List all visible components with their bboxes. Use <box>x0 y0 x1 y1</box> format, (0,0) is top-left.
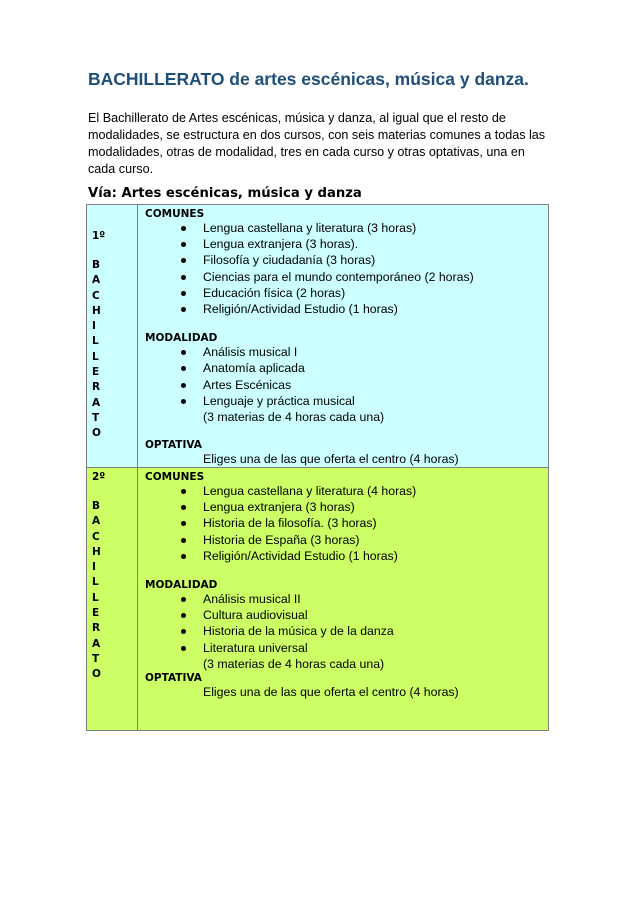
bullet-icon <box>181 258 186 263</box>
letter: E <box>92 607 100 620</box>
year-label-cell <box>87 468 138 731</box>
year-label: 2º <box>92 471 106 483</box>
list-item <box>138 236 548 252</box>
letter: R <box>92 622 101 635</box>
list-item <box>138 285 548 301</box>
subject: Religión/Actividad Estudio (1 horas) <box>203 548 398 563</box>
list-item <box>138 515 548 531</box>
subject: Literatura universal <box>203 640 308 655</box>
letter: I <box>92 561 96 574</box>
bullet-icon <box>181 242 186 247</box>
list-item <box>138 591 548 607</box>
subject: Cultura audiovisual <box>203 608 308 623</box>
subject: Religión/Actividad Estudio (1 horas) <box>203 301 398 316</box>
modalidad-note: (3 materias de 4 horas cada una) <box>203 656 385 671</box>
letter: H <box>92 304 101 317</box>
letter: O <box>92 668 101 681</box>
bullet-icon <box>181 291 186 296</box>
list-item <box>138 483 548 499</box>
bullet-icon <box>181 629 186 634</box>
year-row-2 <box>87 468 549 731</box>
subject: Lengua castellana y literatura (4 horas) <box>203 484 417 498</box>
letter: A <box>92 396 101 409</box>
modalidad-list <box>138 591 548 656</box>
bullet-icon <box>181 275 186 280</box>
bullet-icon <box>181 399 186 404</box>
optativa-label: OPTATIVA <box>145 671 202 684</box>
list-item <box>138 360 548 376</box>
modalidad-note: (3 materias de 4 horas cada una) <box>203 409 385 424</box>
comunes-list <box>138 483 548 564</box>
list-item <box>138 548 548 564</box>
bullet-icon <box>181 521 186 526</box>
subject: Ciencias para el mundo contemporáneo (2 horas) <box>203 269 474 284</box>
letter: H <box>92 545 101 558</box>
subject: Historia de la música y de la danza <box>203 624 394 639</box>
letter: L <box>92 576 99 589</box>
bullet-icon <box>181 350 186 355</box>
bullet-icon <box>181 538 186 543</box>
subject: Artes Escénicas <box>203 377 292 392</box>
bullet-icon <box>181 366 186 371</box>
list-item <box>138 344 548 360</box>
letter: C <box>92 289 100 302</box>
list-item <box>138 640 548 656</box>
letter: T <box>92 411 100 424</box>
subject: Análisis musical I <box>203 345 298 360</box>
bullet-icon <box>181 597 186 602</box>
bullet-icon <box>181 489 186 494</box>
letter: E <box>92 366 100 379</box>
subjects-cell <box>138 205 549 468</box>
subject: Lengua castellana y literatura (3 horas) <box>203 221 417 235</box>
list-item <box>138 607 548 623</box>
letter: B <box>92 500 101 512</box>
comunes-list <box>138 220 548 317</box>
comunes-label: COMUNES <box>145 208 205 220</box>
list-item <box>138 532 548 548</box>
letter: A <box>92 637 101 650</box>
via-heading: Vía: Artes escénicas, música y danza <box>88 186 362 201</box>
bullet-icon <box>181 646 186 651</box>
modalidad-label: MODALIDAD <box>145 332 218 345</box>
letter: T <box>92 652 100 665</box>
bachillerato-letters <box>87 258 137 442</box>
list-item <box>138 377 548 393</box>
letter: B <box>92 259 101 271</box>
subjects-cell <box>138 468 549 731</box>
subject: Historia de la filosofía. (3 horas) <box>203 516 377 531</box>
year-label-cell <box>87 205 138 468</box>
document-title: BACHILLERATO de artes escénicas, música y danza. <box>88 69 529 89</box>
letter: A <box>92 274 101 287</box>
bachillerato-letters <box>87 499 137 683</box>
subject: Historia de España (3 horas) <box>203 532 360 547</box>
letter: L <box>92 350 99 363</box>
bullet-icon <box>181 505 186 510</box>
letter: O <box>92 427 101 440</box>
comunes-label: COMUNES <box>145 471 205 483</box>
curriculum-table <box>86 204 549 731</box>
bullet-icon <box>181 307 186 312</box>
subject: Lengua extranjera (3 horas). <box>203 237 359 252</box>
optativa-label: OPTATIVA <box>145 438 202 451</box>
list-item <box>138 499 548 515</box>
year-row-1 <box>87 205 549 468</box>
bullet-icon <box>181 613 186 618</box>
letter: L <box>92 591 99 604</box>
optativa-text: Eliges una de las que oferta el centro (4 horas) <box>203 684 459 699</box>
subject: Filosofía y ciudadanía (3 horas) <box>203 253 376 268</box>
letter: I <box>92 320 96 333</box>
list-item <box>138 269 548 285</box>
letter: C <box>92 530 100 543</box>
modalidad-label: MODALIDAD <box>145 578 218 591</box>
list-item <box>138 252 548 268</box>
list-item <box>138 623 548 639</box>
list-item <box>138 393 548 409</box>
subject: Lenguaje y práctica musical <box>203 393 355 408</box>
letter: L <box>92 335 99 348</box>
list-item <box>138 301 548 317</box>
year-label: 1º <box>92 230 106 242</box>
intro-paragraph: El Bachillerato de Artes escénicas, música y danza, al igual que el resto de modalidades, se estructura en dos cursos, con seis materias comunes a todas las modalidades, otras de modalidad, tres en cada curso y otras optativas, una en cada curso. <box>88 111 546 176</box>
modalidad-list <box>138 344 548 409</box>
bullet-icon <box>181 226 186 231</box>
list-item <box>138 220 548 236</box>
subject: Anatomía aplicada <box>203 361 305 376</box>
optativa-text: Eliges una de las que oferta el centro (4 horas) <box>203 451 459 466</box>
subject: Lengua extranjera (3 horas) <box>203 500 355 515</box>
subject: Educación física (2 horas) <box>203 285 346 300</box>
subject: Análisis musical II <box>203 591 301 606</box>
bullet-icon <box>181 554 186 559</box>
bullet-icon <box>181 383 186 388</box>
letter: A <box>92 515 101 528</box>
letter: R <box>92 381 101 394</box>
